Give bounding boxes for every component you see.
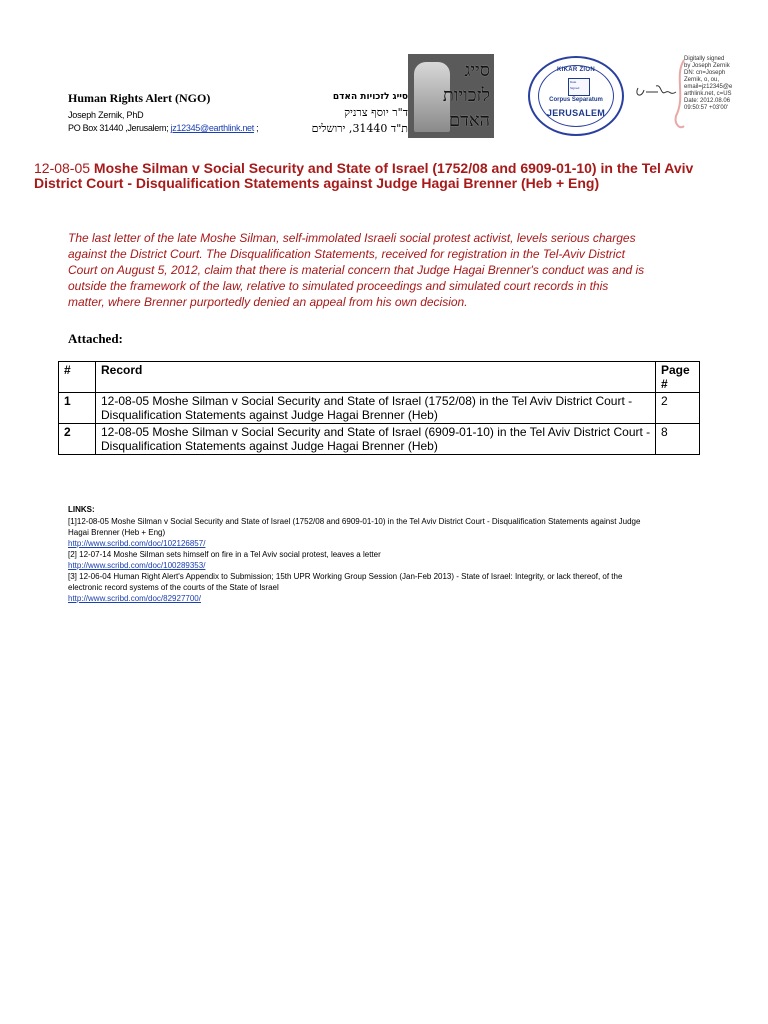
link-description: [3] 12-06-04 Human Right Alert's Appendix to Submission; 15th UPR Working Group Session (Jan-Feb 2013) - State of Israel: Integrity, or lack thereof, of the electronic record systems of the courts of the State of Israel — [68, 572, 623, 592]
link-item — [68, 549, 648, 571]
seal-signed-label: Signed — [570, 86, 580, 90]
seal-corpus-text: Corpus Separatum — [549, 97, 603, 103]
header-page: Page # — [656, 362, 700, 393]
row-number: 1 — [59, 393, 96, 424]
seal-signature-box — [568, 78, 590, 96]
hebrew-address: ת"ד 31440, ירושלים — [311, 122, 408, 135]
link-url[interactable]: http://www.scribd.com/doc/102126857/ — [68, 539, 206, 548]
link-url[interactable]: http://www.scribd.com/doc/82927700/ — [68, 594, 201, 603]
links-heading: LINKS: — [68, 505, 95, 514]
link-item — [68, 571, 648, 604]
org-name: Human Rights Alert (NGO) — [68, 91, 211, 105]
seal-date-label: Date — [570, 80, 577, 84]
table-header-row — [59, 362, 700, 393]
digital-sig-line: Digitally signed — [684, 56, 725, 62]
attached-heading: Attached: — [68, 331, 123, 346]
hebrew-person-name: ד"ר יוסף צרניק — [344, 106, 408, 119]
digital-sig-line: 09:50:57 +03'00' — [684, 105, 729, 111]
digital-sig-line: email=jz12345@e — [684, 84, 733, 90]
jerusalem-seal — [528, 56, 624, 136]
header-record: Record — [96, 362, 656, 393]
logo-text: סייג לזכויות האדם — [442, 60, 490, 131]
link-item — [68, 516, 648, 549]
table-row — [59, 424, 700, 455]
records-table — [58, 361, 700, 455]
title-date: 12-08-05 — [34, 160, 91, 176]
link-url[interactable]: http://www.scribd.com/doc/100289353/ — [68, 561, 206, 570]
table-row — [59, 393, 700, 424]
seal-top-text: KIKAR ZION — [557, 67, 595, 73]
row-number: 2 — [59, 424, 96, 455]
link-description: [1]12-08-05 Moshe Silman v Social Security and State of Israel (1752/08 and 6909-01-10) in the Tel Aviv District Court - Disqualification Statements against Judge Hagai Brenner (Heb + Eng) — [68, 517, 641, 537]
digital-sig-line: arthlink.net, c=US — [684, 91, 732, 97]
row-page: 2 — [656, 393, 700, 424]
link-description: [2] 12-07-14 Moshe Silman sets himself on fire in a Tel Aviv social protest, leaves a letter — [68, 550, 381, 559]
digital-sig-line: Date: 2012.08.06 — [684, 98, 731, 104]
title-text: Moshe Silman v Social Security and State of Israel (1752/08 and 6909-01-10) in the Tel Aviv District Court - Disqualification Statements against Judge Hagai Brenner (Heb + Eng) — [34, 160, 694, 191]
address-suffix: ; — [256, 123, 259, 133]
seal-city-text: JERUSALEM — [546, 108, 606, 118]
address-line — [68, 123, 258, 133]
row-page: 8 — [656, 424, 700, 455]
row-record: 12-08-05 Moshe Silman v Social Security and State of Israel (1752/08) in the Tel Aviv District Court - Disqualification Statements against Judge Hagai Brenner (Heb) — [96, 393, 656, 424]
document-title — [34, 161, 734, 191]
row-record: 12-08-05 Moshe Silman v Social Security and State of Israel (6909-01-10) in the Tel Aviv District Court - Disqualification Statements against Judge Hagai Brenner (Heb) — [96, 424, 656, 455]
hebrew-org-name: סייג לזכויות האדם — [332, 92, 408, 102]
human-rights-logo — [408, 54, 494, 138]
header-number: # — [59, 362, 96, 393]
digital-sig-line: DN: cn=Joseph — [684, 70, 726, 76]
links-list — [68, 516, 648, 604]
document-summary: The last letter of the late Moshe Silman, self-immolated Israeli social protest activist, levels serious charges against the District Court. The Disqualification Statements, received for registration in the Tel-Aviv District Court on August 5, 2012, claim that there is material concern that Judge Hagai Brenner's conduct was and is outside the framework of the law, relative to simulated proceedings and simulated court records in this matter, where Brenner purportedly denied an appeal from his own decision. — [68, 231, 645, 309]
digital-sig-line: by Joseph Zernik — [684, 63, 730, 69]
digital-sig-line: Zernik, o, ou, — [684, 77, 720, 83]
email-link[interactable]: jz12345@earthlink.net — [170, 123, 254, 133]
person-name: Joseph Zernik, PhD — [68, 110, 144, 120]
digital-signature-block — [684, 56, 764, 112]
address-text: PO Box 31440 ,Jerusalem; — [68, 123, 169, 133]
